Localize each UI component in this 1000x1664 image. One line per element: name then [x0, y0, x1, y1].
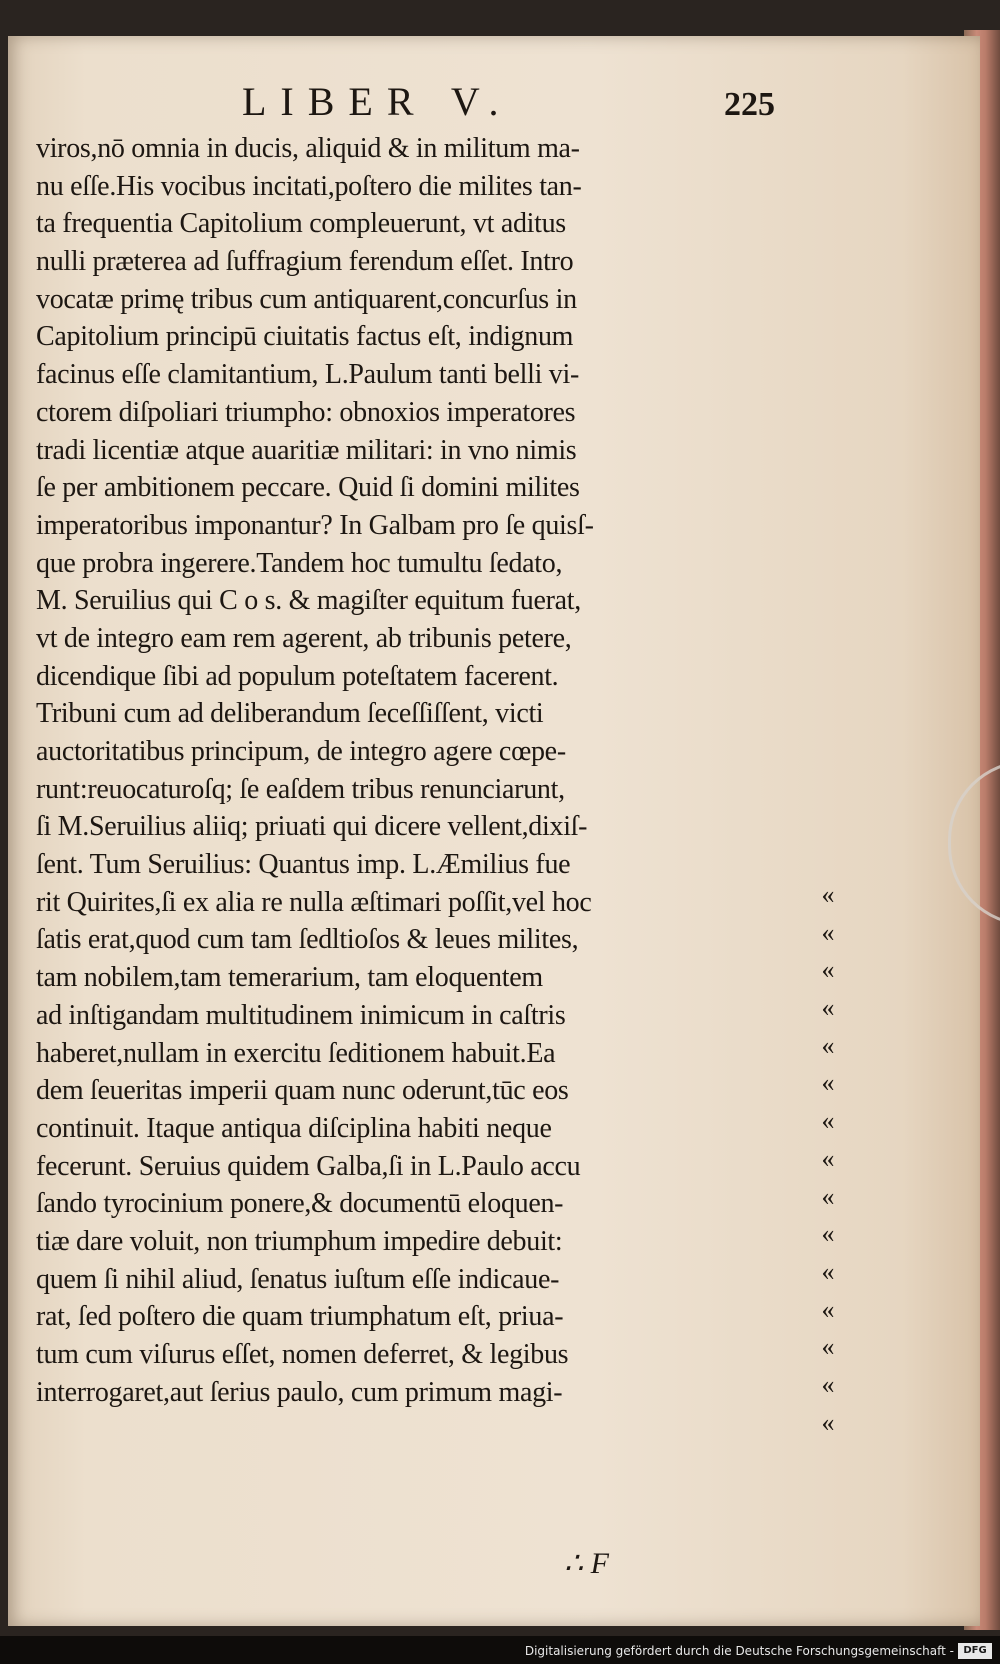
text-line: facinus eſſe clamitantium, L.Paulum tanti belli vi- [36, 359, 580, 391]
page-number: 225 [724, 86, 775, 123]
text-line: vt de integro eam rem agerent, ab tribunis petere, [36, 622, 572, 654]
text-line: continuit. Itaque antiqua diſciplina habiti neque [36, 1112, 552, 1144]
text-line: ta frequentia Capitolium compleuerunt, vt aditus [36, 208, 566, 240]
margin-quote-mark: « [821, 1106, 835, 1136]
text-line: ſando tyrocinium ponere,& documentū eloquen- [36, 1188, 564, 1220]
text-line: nu eſſe.His vocibus incitati,poſtero die milites tan- [36, 170, 582, 202]
text-line: interrogaret,aut ſerius paulo, cum primum magi- [36, 1376, 563, 1408]
text-line: haberet,nullam in exercitu ſeditionem habuit.Ea [36, 1037, 556, 1069]
running-head [8, 78, 980, 138]
margin-quote-mark: « [821, 955, 835, 985]
text-line: que probra ingerere.Tandem hoc tumultu ſedato, [36, 547, 563, 579]
margin-quote-mark: « [821, 880, 835, 909]
margin-quote-mark: « [821, 1294, 835, 1324]
running-head-title: LIBER V. [242, 79, 513, 124]
text-line: dem ſeueritas imperii quam nunc oderunt,tūc eos [36, 1075, 569, 1107]
text-line: Capitolium principū ciuitatis factus eſt, indignum [36, 321, 574, 353]
text-line: tum cum viſurus eſſet, nomen deferret, & legibus [36, 1339, 569, 1370]
text-line: ſatis erat,quod cum tam ſedltioſos & leues milites, [36, 924, 579, 956]
margin-quote-mark: « [821, 1181, 835, 1211]
margin-quote-mark: « [821, 1369, 835, 1399]
text-line: imperatoribus imponantur? In Galbam pro ſe quisſ- [36, 509, 594, 541]
text-line: auctoritatibus principum, de integro agere cœpe- [36, 736, 566, 767]
text-line: rit Quirites,ſi ex alia re nulla æſtimari poſſit,vel hoc [36, 886, 592, 918]
text-line: tiæ dare voluit, non triumphum impedire debuit: [36, 1225, 563, 1257]
text-line: dicendique ſibi ad populum poteſtatem facerent. [36, 660, 559, 692]
dfg-logo: DFG [958, 1643, 992, 1659]
text-line: fecerunt. Seruius quidem Galba,ſi in L.Paulo accu [36, 1150, 581, 1182]
body-text [36, 130, 796, 1411]
text-line: nulli præterea ad ſuffragium ferendum eſſet. Intro [36, 246, 574, 278]
margin-quote-mark: « [821, 1030, 835, 1060]
text-line: ad inſtigandam multitudinem inimicum in caſtris [36, 999, 566, 1031]
text-line: rat, ſed poſtero die quam triumphatum eſt, priua- [36, 1301, 564, 1333]
text-line: quem ſi nihil aliud, ſenatus iuſtum eſſe indicaue- [36, 1263, 560, 1295]
text-line: M. Seruilius qui C o s. & magiſter equitum fuerat, [36, 585, 581, 617]
margin-quote-mark: « [821, 1332, 835, 1362]
text-line: tradi licentiæ atque auaritiæ militari: in vno nimis [36, 434, 577, 466]
margin-quote-marks [808, 876, 848, 1441]
text-line: runt:reuocaturoſq; ſe eaſdem tribus renunciarunt, [36, 773, 565, 805]
text-line: Tribuni cum ad deliberandum ſeceſſiſſent, victi [36, 698, 544, 730]
text-line: viros,nō omnia in ducis, aliquid & in militum ma- [36, 133, 580, 164]
signature-mark: ∴ F [564, 1547, 609, 1580]
margin-quote-mark: « [821, 993, 835, 1023]
text-line: vocatæ primę tribus cum antiquarent,concurſus in [36, 283, 577, 315]
margin-quote-mark: « [821, 917, 835, 947]
margin-quote-mark: « [821, 1143, 835, 1173]
text-line: ctorem diſpoliari triumpho: obnoxios imperatores [36, 396, 576, 428]
footer-credit: Digitalisierung gefördert durch die Deutsche Forschungsgemeinschaft - [524, 1644, 954, 1658]
text-line: ſi M.Seruilius aliiq; priuati qui dicere vellent,dixiſ- [36, 811, 588, 843]
text-line: ſent. Tum Seruilius: Quantus imp. L.Æmilius fue [36, 849, 571, 881]
text-line: tam nobilem,tam temerarium, tam eloquentem [36, 962, 543, 994]
margin-quote-mark: « [821, 1068, 835, 1098]
footer-bar [0, 1636, 1000, 1664]
margin-quote-mark: « [821, 1256, 835, 1286]
margin-quote-mark: « [821, 1407, 835, 1437]
book-page [8, 36, 980, 1626]
margin-quote-mark: « [821, 1219, 835, 1249]
text-line: ſe per ambitionem peccare. Quid ſi domini milites [36, 472, 580, 504]
